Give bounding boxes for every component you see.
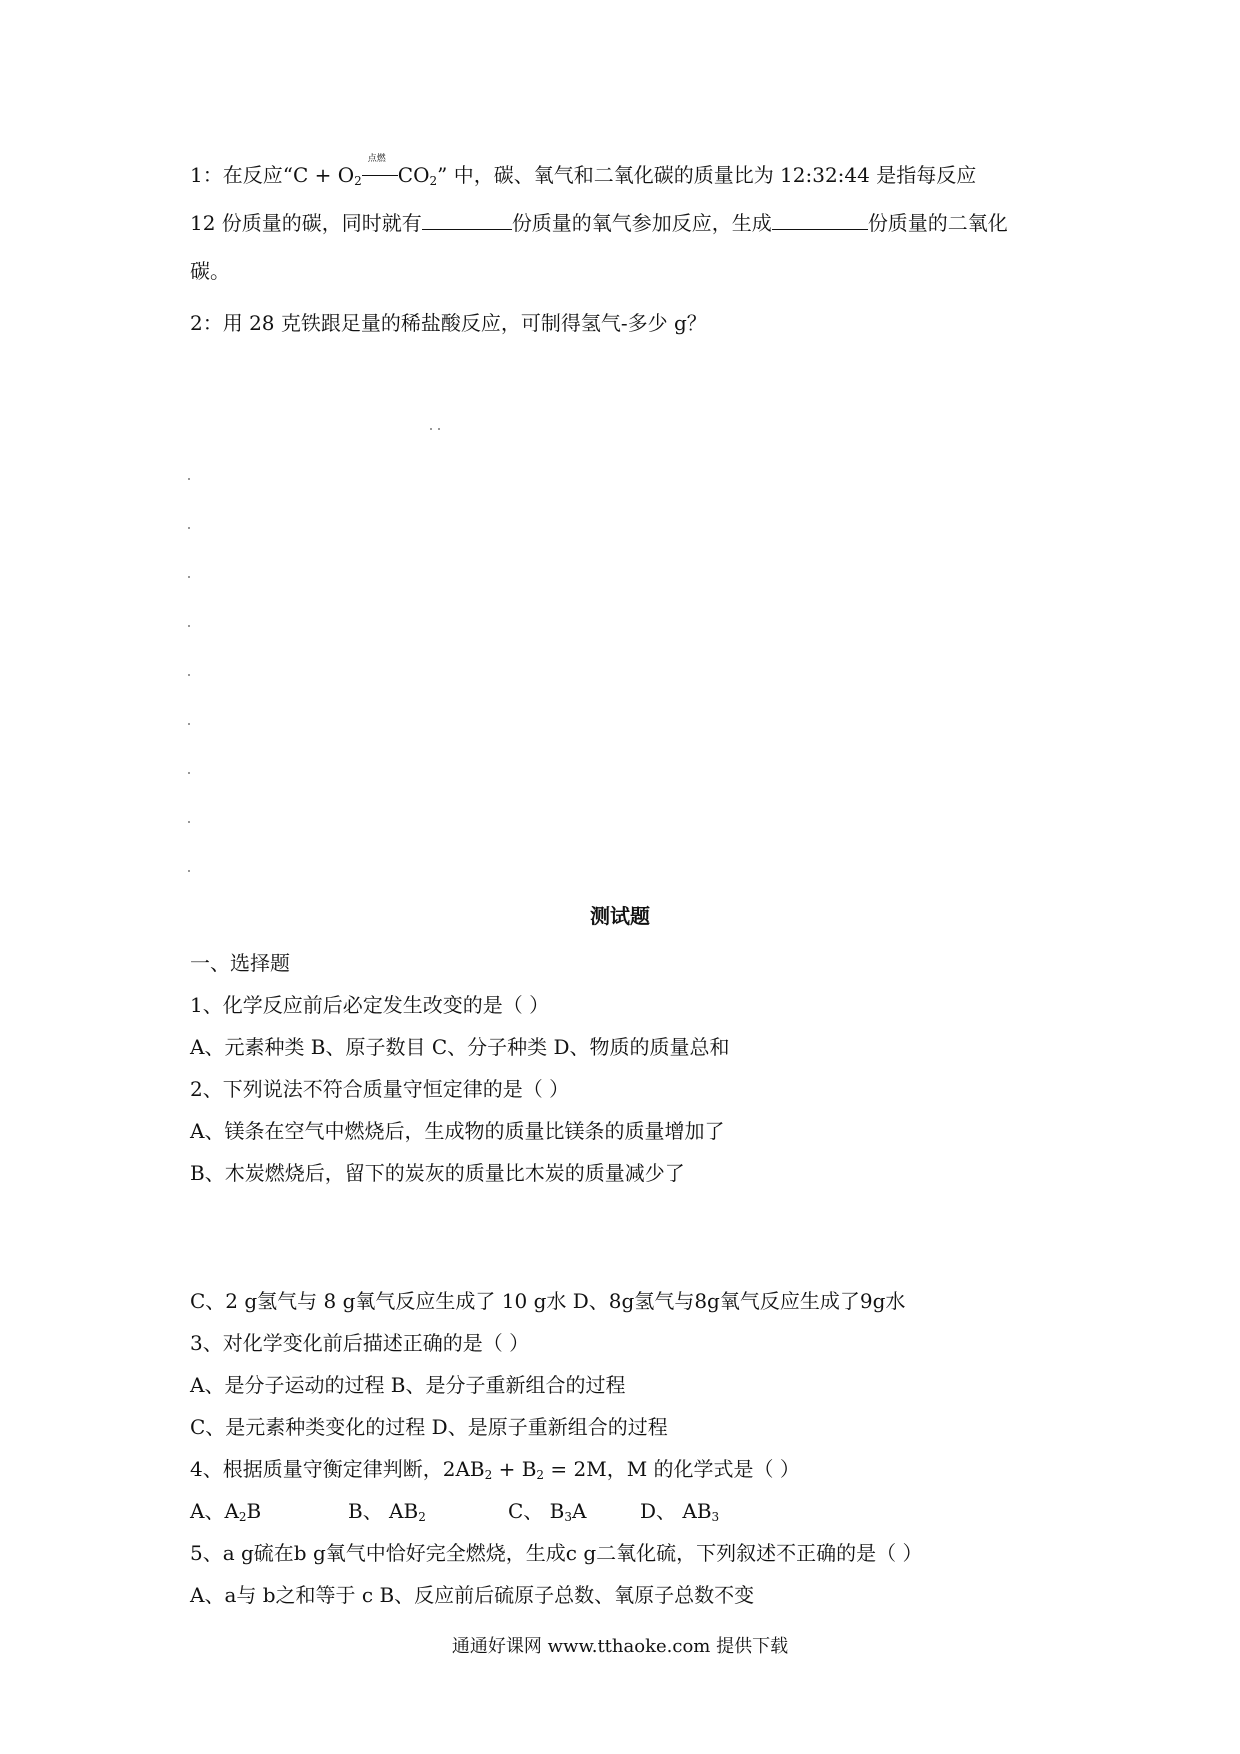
- reaction-bar: [362, 175, 398, 176]
- q1-line1: [190, 154, 977, 194]
- mc-q1: 1、化学反应前后必定发生改变的是（ ）: [190, 993, 550, 1017]
- mc-q4-option-c: [508, 1498, 640, 1530]
- option-c-text: C、 B: [508, 1499, 565, 1523]
- answer-blank-co2[interactable]: [772, 211, 868, 230]
- q1-line2-c: 份质量的二氧化: [867, 211, 1008, 235]
- subscript: 2: [484, 1468, 493, 1482]
- mc-q4-post: = 2M，M 的化学式是（ ）: [544, 1457, 800, 1481]
- o2-subscript: 2: [354, 174, 362, 188]
- section-heading: 一、选择题: [190, 951, 290, 975]
- q1-line3: 碳。: [190, 259, 230, 283]
- subscript: 2: [238, 1510, 247, 1524]
- scan-dot: [188, 576, 190, 578]
- mc-q2-options-cd: C、2 g氢气与 8 g氧气反应生成了 10 g水 D、8g氢气与8g氧气反应生成了9g水: [190, 1289, 906, 1313]
- scan-dot: [438, 428, 440, 430]
- reaction-arrow: [362, 154, 398, 182]
- mc-q4-option-b: [348, 1498, 508, 1530]
- q1-text-pre: 1：在反应“C + O: [190, 163, 355, 187]
- mc-q4-mid: + B: [492, 1457, 537, 1481]
- q1-line2-a: 12 份质量的碳，同时就有: [190, 211, 422, 235]
- mc-q3: 3、对化学变化前后描述正确的是（ ）: [190, 1331, 530, 1355]
- mc-q3-options-cd: C、是元素种类变化的过程 D、是原子重新组合的过程: [190, 1415, 668, 1439]
- option-d-text: D、 AB: [640, 1499, 712, 1523]
- mc-q2-option-a: A、镁条在空气中燃烧后，生成物的质量比镁条的质量增加了: [190, 1119, 725, 1143]
- scan-dot: [188, 821, 190, 823]
- mc-q4-pre: 4、根据质量守衡定律判断，2AB: [190, 1457, 485, 1481]
- q1-line2-b: 份质量的氧气参加反应，生成: [511, 211, 772, 235]
- option-a-end: B: [246, 1499, 262, 1523]
- answer-blank-oxygen[interactable]: [422, 211, 512, 230]
- scan-dot: [188, 870, 190, 872]
- mc-q1-options: A、元素种类 B、原子数目 C、分子种类 D、物质的质量总和: [190, 1035, 730, 1059]
- option-a-text: A、A: [190, 1499, 239, 1523]
- scan-dot: [188, 527, 190, 529]
- scan-dot: [430, 428, 432, 430]
- option-c-end: A: [572, 1499, 587, 1523]
- mc-q5: 5、a g硫在b g氧气中恰好完全燃烧，生成c g二氧化硫，下列叙述不正确的是（ ）: [190, 1541, 923, 1565]
- scan-dot: [188, 772, 190, 774]
- co2-formula: CO: [397, 163, 430, 187]
- mc-q3-options-ab: A、是分子运动的过程 B、是分子重新组合的过程: [190, 1373, 626, 1397]
- subscript: 2: [418, 1510, 426, 1524]
- q1-line2: [190, 210, 1008, 236]
- subscript: 2: [536, 1468, 545, 1482]
- mc-q4: [190, 1456, 800, 1488]
- scan-dot: [188, 625, 190, 627]
- mc-q4-option-a: [190, 1498, 348, 1530]
- option-b-text: B、 AB: [348, 1499, 419, 1523]
- co2-subscript: 2: [429, 174, 438, 188]
- footer-source: 通通好课网 www.tthaoke.com 提供下载: [451, 1636, 789, 1657]
- reaction-condition: 点燃: [367, 154, 386, 164]
- scan-dot: [188, 723, 190, 725]
- mc-q5-options-ab: A、a与 b之和等于 c B、反应前后硫原子总数、氧原子总数不变: [190, 1583, 755, 1607]
- q1-text-post: ” 中，碳、氧气和二氧化碳的质量比为 12:32:44 是指每反应: [437, 163, 977, 187]
- mc-q4-options: [190, 1498, 719, 1530]
- mc-q2-option-b: B、木炭燃烧后，留下的炭灰的质量比木炭的质量减少了: [190, 1161, 685, 1185]
- mc-q2: 2、下列说法不符合质量守恒定律的是（ ）: [190, 1077, 570, 1101]
- subscript: 3: [711, 1510, 720, 1524]
- subscript: 3: [564, 1510, 572, 1524]
- scan-dot: [188, 478, 190, 480]
- mc-q4-option-d: [640, 1499, 719, 1523]
- scan-dot: [188, 674, 190, 676]
- test-title: 测试题: [590, 904, 650, 928]
- q2-line: 2：用 28 克铁跟足量的稀盐酸反应，可制得氢气-多少 g？: [190, 311, 707, 335]
